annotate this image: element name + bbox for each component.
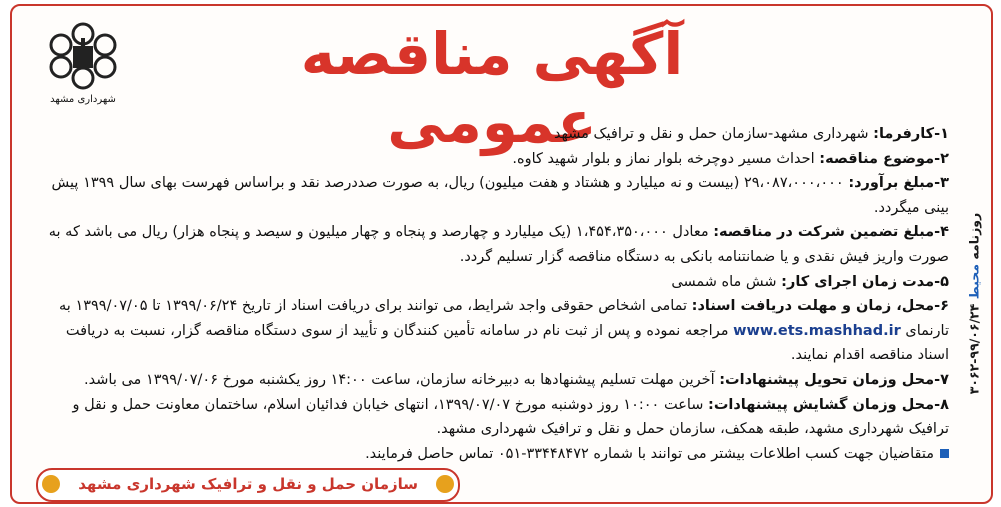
item-label: ۷-محل وزمان تحویل پیشنهادات: xyxy=(719,371,949,388)
dot-icon xyxy=(436,475,454,493)
item-submission xyxy=(39,368,949,393)
item-text: ساعت ۱۰:۰۰ روز دوشنبه مورخ ۱۳۹۹/۰۷/۰۷، انتهای خیابان فدائیان اسلام، ساختمان معاونت حمل و نقل و ترافیک شهرداری مشهد، طبقه همکف، سازمان حمل و نقل و ترافیک شهرداری مشهد. xyxy=(72,396,949,438)
item-label: ۲-موضوع مناقصه: xyxy=(819,150,949,167)
item-label: ۴-مبلغ تضمین شرکت در مناقصه: xyxy=(713,224,949,241)
item-label: ۳-مبلغ برآورد: xyxy=(848,175,949,192)
contact-line xyxy=(39,442,949,467)
newspaper-stamp xyxy=(963,146,989,466)
municipality-emblem-icon xyxy=(48,20,118,92)
item-text: ۲۹،۰۸۷،۰۰۰،۰۰۰ (بیست و نه میلیارد و هشتاد و هفت میلیون) ریال، به صورت صددرصد نقد و براساس فهرست بهای سال ۱۳۹۹ پیش بینی میگردد. xyxy=(51,175,949,216)
item-label: ۵-مدت زمان اجرای کار: xyxy=(781,273,949,290)
item-text: احداث مسیر دوچرخه بلوار نماز و بلوار شهید کاوه. xyxy=(512,150,820,167)
newspaper-stamp-text xyxy=(967,154,982,454)
item-duration xyxy=(39,270,949,295)
item-text: معادل ۱،۴۵۴،۳۵۰،۰۰۰ (یک میلیارد و چهارصد و پنجاه و چهار میلیون و سیصد و پنجاه هزار) ریال می باشد که به صورت واریز فیش نقدی و یا ضمانتنامه بانکی به دستگاه مناقصه گزار تسلیم گردد. xyxy=(48,224,949,265)
website-link[interactable]: www.ets.mashhad.ir xyxy=(733,322,901,339)
item-opening xyxy=(39,393,949,442)
item-label: ۶-محل، زمان و مهلت دریافت اسناد: xyxy=(691,298,949,315)
item-documents xyxy=(39,294,949,368)
ad-title: آگهی مناقصه عمومی xyxy=(300,20,684,156)
newspaper-date: ۹۹/۰۶/۲۴-۳۰۶۲ xyxy=(966,303,982,395)
ad-body xyxy=(39,122,949,466)
footer-bar xyxy=(36,468,460,502)
newspaper-brand: محیط xyxy=(966,263,982,300)
newspaper-prefix: روزنامه xyxy=(966,212,982,260)
footer-text: سازمان حمل و نقل و ترافیک شهرداری مشهد xyxy=(78,475,418,493)
item-subject xyxy=(39,147,949,172)
item-label: ۸-محل وزمان گشایش پیشنهادات: xyxy=(708,396,949,413)
item-text: شهرداری مشهد-سازمان حمل و نقل و ترافیک مشهد xyxy=(553,126,874,142)
item-text: مراجعه نموده و پس از ثبت نام در سامانه تأمین کنندگان و تأیید از سوی دستگاه مناقصه گزار، نسبت به دریافت اسناد مناقصه اقدام نمایند. xyxy=(65,322,949,364)
item-text: تمامی اشخاص حقوقی واجد شرایط، می توانند برای دریافت اسناد از تاریخ ۱۳۹۹/۰۶/۲۴ تا ۱۳۹۹/۰۷/۰۵ به تارنمای xyxy=(59,298,949,339)
logo-caption: شهرداری مشهد xyxy=(50,94,116,105)
item-estimate xyxy=(39,171,949,220)
item-guarantee xyxy=(39,220,949,269)
item-employer xyxy=(39,122,949,147)
item-text: شش ماه شمسی xyxy=(671,273,782,290)
ad-frame xyxy=(10,4,993,504)
square-bullet-icon xyxy=(940,449,949,458)
municipality-logo xyxy=(40,20,126,120)
dot-icon xyxy=(42,475,60,493)
item-text: آخرین مهلت تسلیم پیشنهادها به دبیرخانه سازمان، ساعت ۱۴:۰۰ روز یکشنبه مورخ ۱۳۹۹/۰۷/۰۶ می باشد. xyxy=(84,371,720,388)
contact-text: متقاضیان جهت کسب اطلاعات بیشتر می توانند با شماره ۳۳۴۴۸۴۷۲-۰۵۱ تماس حاصل فرمایند. xyxy=(365,445,934,462)
item-label: ۱-کارفرما: xyxy=(873,126,949,142)
